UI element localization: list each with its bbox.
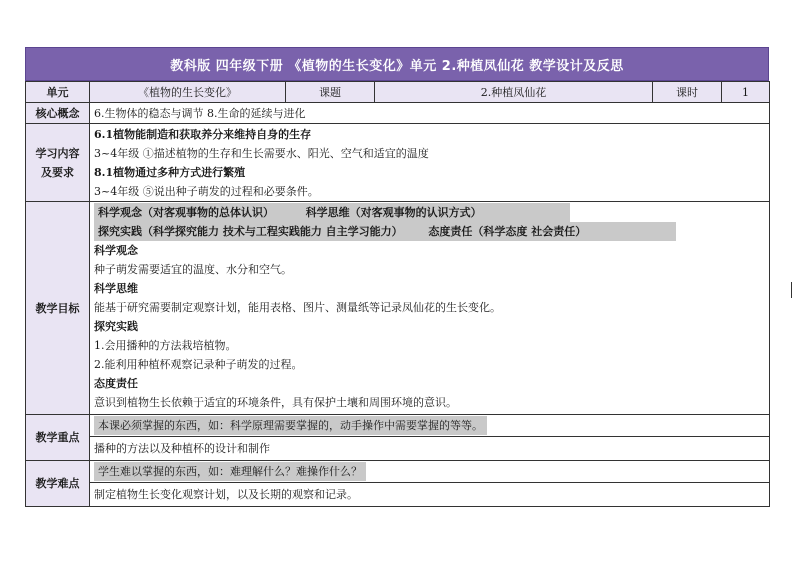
key-points-text: 播种的方法以及种植杯的设计和制作	[90, 437, 770, 461]
goal-line: 2.能利用种植杯观察记录种子萌发的过程。	[94, 358, 303, 371]
teaching-goals-row	[26, 202, 770, 415]
goal-line: 种子萌发需要适宜的温度、水分和空气。	[94, 263, 292, 276]
requirement-line: 8.1植物通过多种方式进行繁殖	[94, 165, 246, 179]
teaching-goals-label: 教学目标	[26, 202, 90, 415]
requirement-line: 6.1植物能制造和获取养分来维持自身的生存	[94, 127, 312, 141]
literacy-practice-tag: 探究实践（科学探究能力 技术与工程实践能力 自主学习能力）	[98, 225, 403, 238]
goal-heading: 探究实践	[94, 320, 138, 333]
literacy-tags-1	[94, 203, 570, 222]
key-points-hint: 本课必须掌握的东西，如：科学原理需要掌握的，动手操作中需要掌握的等等。	[94, 416, 487, 435]
period-label: 课时	[653, 82, 722, 103]
unit-value: 《植物的生长变化》	[90, 82, 286, 103]
content-label-line-2: 及要求	[41, 165, 74, 179]
teaching-goals-content	[90, 202, 770, 415]
lesson-plan-table	[25, 81, 770, 507]
topic-label: 课题	[286, 82, 375, 103]
key-points-hint-cell	[90, 415, 770, 437]
header-row	[26, 82, 770, 103]
goal-heading: 科学观念	[94, 244, 138, 257]
literacy-row-1	[94, 203, 765, 222]
lesson-plan-document	[25, 47, 769, 507]
literacy-concept-tag: 科学观念（对客观事物的总体认识）	[98, 206, 274, 219]
content-requirements-label	[26, 124, 90, 202]
requirement-line: 3~4年级 ①描述植物的生存和生长需要水、阳光、空气和适宜的温度	[94, 146, 429, 160]
difficulties-hint-cell	[90, 461, 770, 483]
requirement-line: 3~4年级 ⑤说出种子萌发的过程和必要条件。	[94, 184, 319, 198]
core-concepts-row	[26, 103, 770, 124]
literacy-row-2	[94, 222, 765, 241]
content-label-line-1: 学习内容	[35, 146, 80, 160]
period-value: 1	[722, 82, 770, 103]
core-concepts-label: 核心概念	[26, 103, 90, 124]
content-requirements-row	[26, 124, 770, 202]
document-title: 教科版 四年级下册 《植物的生长变化》单元 2.种植凤仙花 教学设计及反思	[25, 47, 769, 81]
difficulties-hint-row	[26, 461, 770, 483]
literacy-attitude-tag: 态度责任（科学态度 社会责任）	[428, 225, 587, 238]
content-requirements-text	[90, 124, 770, 202]
goal-heading: 科学思维	[94, 282, 138, 295]
goal-heading: 态度责任	[94, 377, 138, 390]
key-points-row	[26, 437, 770, 461]
core-concepts-text: 6.生物体的稳态与调节 8.生命的延续与进化	[90, 103, 770, 124]
key-points-hint-row	[26, 415, 770, 437]
difficulties-row	[26, 483, 770, 507]
goal-line: 意识到植物生长依赖于适宜的环境条件，具有保护土壤和周围环境的意识。	[94, 396, 457, 409]
literacy-tags-2	[94, 222, 676, 241]
literacy-thinking-tag: 科学思维（对客观事物的认识方式）	[305, 206, 482, 219]
difficulties-label: 教学难点	[26, 461, 90, 507]
key-points-label: 教学重点	[26, 415, 90, 461]
margin-marker	[791, 282, 792, 298]
difficulties-text: 制定植物生长变化观察计划，以及长期的观察和记录。	[90, 483, 770, 507]
goal-line: 1.会用播种的方法栽培植物。	[94, 339, 237, 352]
difficulties-hint: 学生难以掌握的东西，如：难理解什么？难操作什么？	[94, 462, 366, 481]
unit-label: 单元	[26, 82, 90, 103]
goal-line: 能基于研究需要制定观察计划，能用表格、图片、测量纸等记录凤仙花的生长变化。	[94, 301, 501, 314]
topic-value: 2.种植凤仙花	[375, 82, 653, 103]
